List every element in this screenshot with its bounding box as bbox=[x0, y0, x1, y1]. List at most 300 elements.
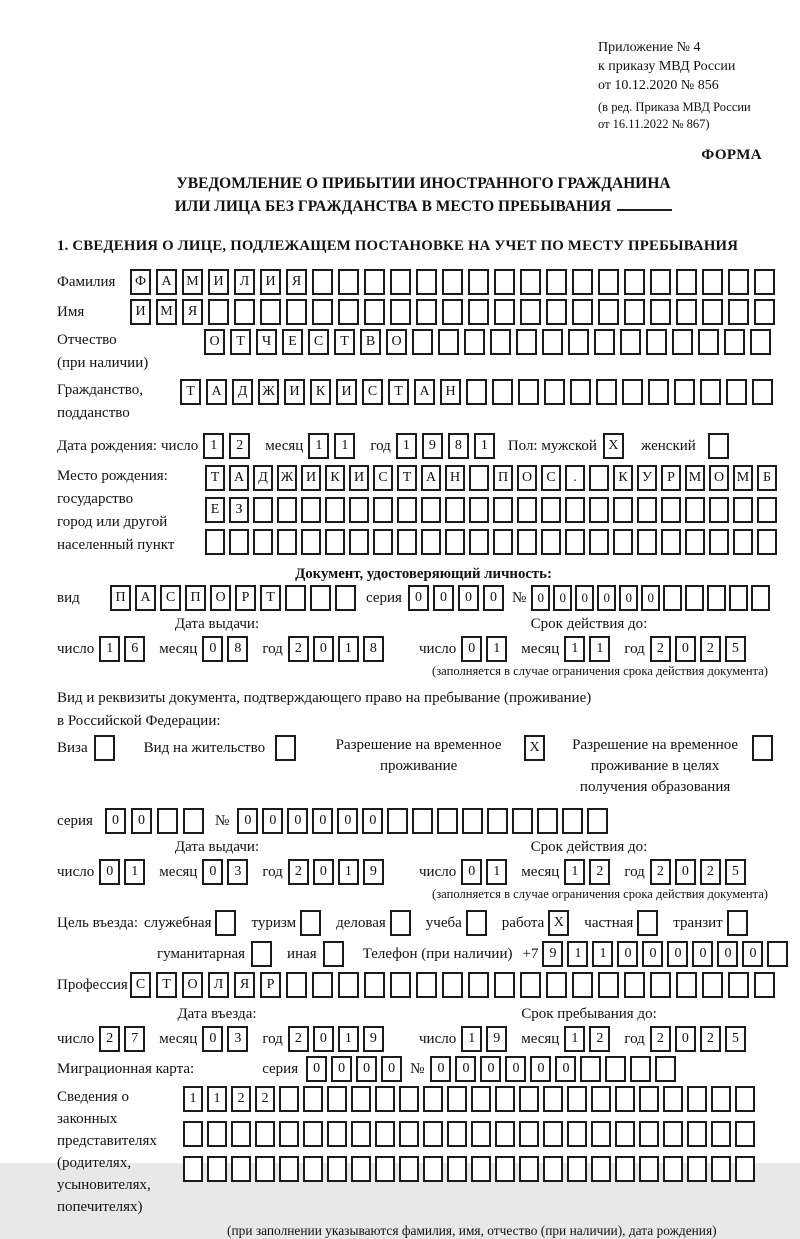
char-cell[interactable] bbox=[279, 1121, 299, 1147]
char-cell[interactable] bbox=[663, 1121, 683, 1147]
char-cell[interactable]: 0 bbox=[381, 1056, 402, 1082]
char-cell[interactable] bbox=[520, 972, 541, 998]
char-cell[interactable] bbox=[416, 972, 437, 998]
char-cell[interactable] bbox=[351, 1121, 371, 1147]
char-cell[interactable]: 0 bbox=[505, 1056, 526, 1082]
char-cell[interactable] bbox=[437, 808, 458, 834]
char-cell[interactable]: 0 bbox=[433, 585, 454, 611]
char-cell[interactable] bbox=[469, 465, 489, 491]
char-cell[interactable] bbox=[423, 1086, 443, 1112]
char-cell[interactable]: 7 bbox=[124, 1026, 145, 1052]
char-cell[interactable] bbox=[364, 269, 385, 295]
purpose-work-checkbox[interactable]: X bbox=[548, 910, 569, 936]
char-cell[interactable] bbox=[605, 1056, 626, 1082]
char-cell[interactable] bbox=[255, 1156, 275, 1182]
char-cell[interactable] bbox=[468, 299, 489, 325]
char-cell[interactable]: 2 bbox=[589, 859, 610, 885]
char-cell[interactable] bbox=[416, 299, 437, 325]
char-cell[interactable]: 2 bbox=[700, 636, 721, 662]
char-cell[interactable] bbox=[570, 379, 591, 405]
char-cell[interactable] bbox=[183, 1121, 203, 1147]
char-cell[interactable] bbox=[620, 329, 641, 355]
char-cell[interactable] bbox=[735, 1086, 755, 1112]
char-cell[interactable] bbox=[726, 379, 747, 405]
char-cell[interactable] bbox=[399, 1121, 419, 1147]
char-cell[interactable] bbox=[698, 329, 719, 355]
char-cell[interactable]: 0 bbox=[313, 1026, 334, 1052]
char-cell[interactable]: 0 bbox=[356, 1056, 377, 1082]
char-cell[interactable] bbox=[494, 269, 515, 295]
char-cell[interactable] bbox=[543, 1086, 563, 1112]
char-cell[interactable]: 2 bbox=[288, 636, 309, 662]
char-cell[interactable]: 0 bbox=[461, 859, 482, 885]
char-cell[interactable]: М bbox=[685, 465, 705, 491]
char-cell[interactable] bbox=[423, 1121, 443, 1147]
char-cell[interactable]: 1 bbox=[486, 859, 507, 885]
char-cell[interactable]: И bbox=[260, 269, 281, 295]
char-cell[interactable] bbox=[541, 497, 561, 523]
char-cell[interactable] bbox=[349, 529, 369, 555]
char-cell[interactable]: З bbox=[229, 497, 249, 523]
char-cell[interactable] bbox=[589, 465, 609, 491]
char-cell[interactable] bbox=[471, 1156, 491, 1182]
char-cell[interactable]: Р bbox=[260, 972, 281, 998]
char-cell[interactable] bbox=[751, 585, 770, 611]
char-cell[interactable] bbox=[687, 1156, 707, 1182]
char-cell[interactable]: 1 bbox=[564, 636, 585, 662]
char-cell[interactable] bbox=[312, 972, 333, 998]
char-cell[interactable]: 2 bbox=[650, 636, 671, 662]
char-cell[interactable]: А bbox=[229, 465, 249, 491]
char-cell[interactable] bbox=[286, 299, 307, 325]
char-cell[interactable]: Ф bbox=[130, 269, 151, 295]
char-cell[interactable]: 5 bbox=[725, 1026, 746, 1052]
char-cell[interactable] bbox=[674, 379, 695, 405]
char-cell[interactable] bbox=[707, 585, 726, 611]
char-cell[interactable]: 9 bbox=[486, 1026, 507, 1052]
char-cell[interactable]: 1 bbox=[396, 433, 417, 459]
char-cell[interactable]: 2 bbox=[650, 859, 671, 885]
char-cell[interactable] bbox=[421, 529, 441, 555]
char-cell[interactable] bbox=[375, 1121, 395, 1147]
char-cell[interactable]: 2 bbox=[700, 1026, 721, 1052]
char-cell[interactable] bbox=[327, 1156, 347, 1182]
char-cell[interactable] bbox=[546, 299, 567, 325]
char-cell[interactable]: Б bbox=[757, 465, 777, 491]
char-cell[interactable]: П bbox=[110, 585, 131, 611]
char-cell[interactable] bbox=[598, 299, 619, 325]
char-cell[interactable]: 0 bbox=[461, 636, 482, 662]
char-cell[interactable] bbox=[711, 1156, 731, 1182]
char-cell[interactable] bbox=[277, 529, 297, 555]
char-cell[interactable] bbox=[543, 1121, 563, 1147]
char-cell[interactable]: Т bbox=[397, 465, 417, 491]
char-cell[interactable]: Т bbox=[334, 329, 355, 355]
char-cell[interactable] bbox=[754, 972, 775, 998]
char-cell[interactable] bbox=[231, 1121, 251, 1147]
char-cell[interactable] bbox=[546, 972, 567, 998]
char-cell[interactable]: 0 bbox=[262, 808, 283, 834]
char-cell[interactable] bbox=[387, 808, 408, 834]
char-cell[interactable] bbox=[567, 1121, 587, 1147]
char-cell[interactable] bbox=[709, 497, 729, 523]
char-cell[interactable]: Л bbox=[234, 269, 255, 295]
char-cell[interactable]: 1 bbox=[461, 1026, 482, 1052]
char-cell[interactable] bbox=[303, 1121, 323, 1147]
char-cell[interactable]: 1 bbox=[564, 1026, 585, 1052]
char-cell[interactable] bbox=[663, 1156, 683, 1182]
char-cell[interactable]: 5 bbox=[725, 636, 746, 662]
char-cell[interactable] bbox=[494, 972, 515, 998]
char-cell[interactable]: 0 bbox=[742, 941, 763, 967]
char-cell[interactable] bbox=[442, 972, 463, 998]
char-cell[interactable]: 0 bbox=[553, 585, 572, 611]
purpose-humanitarian-checkbox[interactable] bbox=[251, 941, 272, 967]
char-cell[interactable] bbox=[445, 529, 465, 555]
char-cell[interactable] bbox=[672, 329, 693, 355]
char-cell[interactable] bbox=[624, 299, 645, 325]
char-cell[interactable]: 0 bbox=[667, 941, 688, 967]
char-cell[interactable] bbox=[301, 529, 321, 555]
char-cell[interactable] bbox=[487, 808, 508, 834]
char-cell[interactable]: П bbox=[185, 585, 206, 611]
char-cell[interactable] bbox=[442, 269, 463, 295]
char-cell[interactable]: 1 bbox=[99, 636, 120, 662]
char-cell[interactable]: 0 bbox=[455, 1056, 476, 1082]
char-cell[interactable] bbox=[544, 379, 565, 405]
char-cell[interactable] bbox=[676, 269, 697, 295]
char-cell[interactable] bbox=[423, 1156, 443, 1182]
char-cell[interactable]: В bbox=[360, 329, 381, 355]
char-cell[interactable] bbox=[639, 1086, 659, 1112]
char-cell[interactable] bbox=[286, 972, 307, 998]
char-cell[interactable]: Я bbox=[182, 299, 203, 325]
char-cell[interactable] bbox=[624, 269, 645, 295]
char-cell[interactable] bbox=[471, 1121, 491, 1147]
char-cell[interactable]: 2 bbox=[99, 1026, 120, 1052]
char-cell[interactable] bbox=[303, 1086, 323, 1112]
purpose-tourism-checkbox[interactable] bbox=[300, 910, 321, 936]
char-cell[interactable]: С bbox=[130, 972, 151, 998]
char-cell[interactable] bbox=[591, 1086, 611, 1112]
char-cell[interactable]: Р bbox=[235, 585, 256, 611]
char-cell[interactable] bbox=[471, 1086, 491, 1112]
char-cell[interactable] bbox=[338, 299, 359, 325]
char-cell[interactable]: Н bbox=[440, 379, 461, 405]
char-cell[interactable] bbox=[303, 1156, 323, 1182]
char-cell[interactable]: М bbox=[156, 299, 177, 325]
char-cell[interactable] bbox=[399, 1086, 419, 1112]
char-cell[interactable] bbox=[520, 299, 541, 325]
char-cell[interactable] bbox=[207, 1121, 227, 1147]
char-cell[interactable]: О bbox=[517, 465, 537, 491]
char-cell[interactable] bbox=[687, 1121, 707, 1147]
char-cell[interactable] bbox=[752, 379, 773, 405]
char-cell[interactable] bbox=[325, 497, 345, 523]
char-cell[interactable] bbox=[253, 529, 273, 555]
char-cell[interactable]: К bbox=[613, 465, 633, 491]
char-cell[interactable] bbox=[495, 1086, 515, 1112]
char-cell[interactable]: 2 bbox=[288, 1026, 309, 1052]
char-cell[interactable]: 0 bbox=[331, 1056, 352, 1082]
char-cell[interactable] bbox=[462, 808, 483, 834]
char-cell[interactable] bbox=[598, 972, 619, 998]
purpose-business-checkbox[interactable] bbox=[390, 910, 411, 936]
char-cell[interactable] bbox=[277, 497, 297, 523]
char-cell[interactable]: О bbox=[182, 972, 203, 998]
char-cell[interactable] bbox=[567, 1086, 587, 1112]
char-cell[interactable]: Н bbox=[445, 465, 465, 491]
char-cell[interactable]: 1 bbox=[207, 1086, 227, 1112]
char-cell[interactable]: 1 bbox=[338, 859, 359, 885]
char-cell[interactable] bbox=[493, 497, 513, 523]
char-cell[interactable]: 1 bbox=[474, 433, 495, 459]
char-cell[interactable]: О bbox=[210, 585, 231, 611]
char-cell[interactable] bbox=[338, 972, 359, 998]
char-cell[interactable] bbox=[285, 585, 306, 611]
char-cell[interactable]: 1 bbox=[564, 859, 585, 885]
char-cell[interactable]: 0 bbox=[675, 1026, 696, 1052]
char-cell[interactable] bbox=[650, 972, 671, 998]
char-cell[interactable]: О bbox=[204, 329, 225, 355]
char-cell[interactable] bbox=[702, 299, 723, 325]
char-cell[interactable]: 9 bbox=[542, 941, 563, 967]
char-cell[interactable] bbox=[516, 329, 537, 355]
char-cell[interactable] bbox=[338, 269, 359, 295]
char-cell[interactable] bbox=[754, 299, 775, 325]
char-cell[interactable] bbox=[421, 497, 441, 523]
char-cell[interactable] bbox=[650, 299, 671, 325]
char-cell[interactable] bbox=[546, 269, 567, 295]
char-cell[interactable] bbox=[676, 299, 697, 325]
purpose-private-checkbox[interactable] bbox=[637, 910, 658, 936]
char-cell[interactable] bbox=[700, 379, 721, 405]
char-cell[interactable] bbox=[447, 1121, 467, 1147]
char-cell[interactable] bbox=[676, 972, 697, 998]
char-cell[interactable]: Р bbox=[661, 465, 681, 491]
char-cell[interactable]: 6 bbox=[124, 636, 145, 662]
char-cell[interactable] bbox=[562, 808, 583, 834]
char-cell[interactable]: 0 bbox=[313, 859, 334, 885]
char-cell[interactable]: 0 bbox=[692, 941, 713, 967]
char-cell[interactable] bbox=[728, 299, 749, 325]
char-cell[interactable] bbox=[702, 269, 723, 295]
char-cell[interactable] bbox=[733, 497, 753, 523]
char-cell[interactable]: 0 bbox=[362, 808, 383, 834]
char-cell[interactable]: А bbox=[206, 379, 227, 405]
char-cell[interactable] bbox=[733, 529, 753, 555]
char-cell[interactable] bbox=[639, 1156, 659, 1182]
char-cell[interactable] bbox=[234, 299, 255, 325]
char-cell[interactable] bbox=[587, 808, 608, 834]
char-cell[interactable]: Е bbox=[282, 329, 303, 355]
char-cell[interactable]: 0 bbox=[717, 941, 738, 967]
char-cell[interactable]: Л bbox=[208, 972, 229, 998]
char-cell[interactable] bbox=[543, 1156, 563, 1182]
char-cell[interactable] bbox=[517, 529, 537, 555]
char-cell[interactable]: 0 bbox=[408, 585, 429, 611]
char-cell[interactable] bbox=[661, 529, 681, 555]
char-cell[interactable]: 0 bbox=[312, 808, 333, 834]
char-cell[interactable] bbox=[757, 497, 777, 523]
char-cell[interactable] bbox=[757, 529, 777, 555]
char-cell[interactable]: 0 bbox=[430, 1056, 451, 1082]
char-cell[interactable] bbox=[709, 529, 729, 555]
char-cell[interactable]: С bbox=[373, 465, 393, 491]
char-cell[interactable] bbox=[735, 1121, 755, 1147]
char-cell[interactable] bbox=[565, 497, 585, 523]
char-cell[interactable]: А bbox=[421, 465, 441, 491]
char-cell[interactable] bbox=[661, 497, 681, 523]
char-cell[interactable]: 2 bbox=[288, 859, 309, 885]
char-cell[interactable] bbox=[615, 1121, 635, 1147]
char-cell[interactable] bbox=[412, 808, 433, 834]
char-cell[interactable] bbox=[622, 379, 643, 405]
char-cell[interactable]: С bbox=[362, 379, 383, 405]
char-cell[interactable]: 2 bbox=[229, 433, 250, 459]
char-cell[interactable]: 2 bbox=[589, 1026, 610, 1052]
char-cell[interactable]: С bbox=[308, 329, 329, 355]
char-cell[interactable]: К bbox=[325, 465, 345, 491]
char-cell[interactable] bbox=[711, 1086, 731, 1112]
purpose-study-checkbox[interactable] bbox=[466, 910, 487, 936]
char-cell[interactable]: К bbox=[310, 379, 331, 405]
char-cell[interactable] bbox=[735, 1156, 755, 1182]
char-cell[interactable] bbox=[349, 497, 369, 523]
char-cell[interactable] bbox=[639, 1121, 659, 1147]
char-cell[interactable] bbox=[646, 329, 667, 355]
char-cell[interactable]: 9 bbox=[422, 433, 443, 459]
char-cell[interactable]: Т bbox=[205, 465, 225, 491]
char-cell[interactable] bbox=[390, 972, 411, 998]
char-cell[interactable]: 0 bbox=[99, 859, 120, 885]
char-cell[interactable]: 1 bbox=[338, 636, 359, 662]
char-cell[interactable] bbox=[729, 585, 748, 611]
char-cell[interactable]: И bbox=[336, 379, 357, 405]
char-cell[interactable] bbox=[335, 585, 356, 611]
char-cell[interactable]: У bbox=[637, 465, 657, 491]
char-cell[interactable]: 1 bbox=[183, 1086, 203, 1112]
char-cell[interactable] bbox=[279, 1156, 299, 1182]
char-cell[interactable] bbox=[468, 269, 489, 295]
char-cell[interactable]: И bbox=[301, 465, 321, 491]
char-cell[interactable] bbox=[445, 497, 465, 523]
char-cell[interactable] bbox=[567, 1156, 587, 1182]
char-cell[interactable] bbox=[312, 299, 333, 325]
char-cell[interactable]: А bbox=[156, 269, 177, 295]
char-cell[interactable] bbox=[572, 972, 593, 998]
char-cell[interactable] bbox=[364, 299, 385, 325]
char-cell[interactable] bbox=[466, 379, 487, 405]
char-cell[interactable] bbox=[493, 529, 513, 555]
char-cell[interactable] bbox=[685, 497, 705, 523]
char-cell[interactable]: Ч bbox=[256, 329, 277, 355]
char-cell[interactable] bbox=[231, 1156, 251, 1182]
char-cell[interactable] bbox=[568, 329, 589, 355]
char-cell[interactable]: 2 bbox=[231, 1086, 251, 1112]
char-cell[interactable] bbox=[580, 1056, 601, 1082]
char-cell[interactable]: Д bbox=[253, 465, 273, 491]
char-cell[interactable] bbox=[229, 529, 249, 555]
char-cell[interactable] bbox=[364, 972, 385, 998]
char-cell[interactable]: С bbox=[160, 585, 181, 611]
residence-permit-checkbox[interactable] bbox=[275, 735, 296, 761]
char-cell[interactable]: 0 bbox=[337, 808, 358, 834]
char-cell[interactable] bbox=[469, 497, 489, 523]
char-cell[interactable] bbox=[447, 1156, 467, 1182]
char-cell[interactable]: Т bbox=[180, 379, 201, 405]
char-cell[interactable]: 0 bbox=[619, 585, 638, 611]
char-cell[interactable] bbox=[650, 269, 671, 295]
char-cell[interactable] bbox=[663, 1086, 683, 1112]
char-cell[interactable] bbox=[565, 529, 585, 555]
char-cell[interactable]: 1 bbox=[589, 636, 610, 662]
char-cell[interactable]: 9 bbox=[363, 859, 384, 885]
char-cell[interactable] bbox=[327, 1086, 347, 1112]
char-cell[interactable]: 0 bbox=[131, 808, 152, 834]
char-cell[interactable] bbox=[519, 1121, 539, 1147]
char-cell[interactable]: Е bbox=[205, 497, 225, 523]
char-cell[interactable]: А bbox=[414, 379, 435, 405]
char-cell[interactable] bbox=[207, 1156, 227, 1182]
char-cell[interactable]: 1 bbox=[338, 1026, 359, 1052]
char-cell[interactable] bbox=[373, 529, 393, 555]
char-cell[interactable] bbox=[301, 497, 321, 523]
char-cell[interactable]: Т bbox=[260, 585, 281, 611]
char-cell[interactable]: С bbox=[541, 465, 561, 491]
char-cell[interactable] bbox=[596, 379, 617, 405]
temp-residence-education-checkbox[interactable] bbox=[752, 735, 773, 761]
temp-residence-checkbox[interactable]: X bbox=[524, 735, 545, 761]
char-cell[interactable]: М bbox=[733, 465, 753, 491]
char-cell[interactable] bbox=[655, 1056, 676, 1082]
char-cell[interactable]: Ж bbox=[277, 465, 297, 491]
char-cell[interactable] bbox=[630, 1056, 651, 1082]
char-cell[interactable] bbox=[399, 1156, 419, 1182]
char-cell[interactable] bbox=[260, 299, 281, 325]
char-cell[interactable] bbox=[312, 269, 333, 295]
char-cell[interactable] bbox=[438, 329, 459, 355]
visa-checkbox[interactable] bbox=[94, 735, 115, 761]
char-cell[interactable] bbox=[325, 529, 345, 555]
purpose-other-checkbox[interactable] bbox=[323, 941, 344, 967]
char-cell[interactable]: 3 bbox=[227, 1026, 248, 1052]
char-cell[interactable] bbox=[253, 497, 273, 523]
char-cell[interactable] bbox=[495, 1121, 515, 1147]
char-cell[interactable] bbox=[613, 497, 633, 523]
char-cell[interactable]: 0 bbox=[641, 585, 660, 611]
char-cell[interactable] bbox=[687, 1086, 707, 1112]
char-cell[interactable] bbox=[594, 329, 615, 355]
char-cell[interactable] bbox=[447, 1086, 467, 1112]
char-cell[interactable] bbox=[351, 1086, 371, 1112]
char-cell[interactable] bbox=[468, 972, 489, 998]
char-cell[interactable]: И bbox=[284, 379, 305, 405]
char-cell[interactable] bbox=[648, 379, 669, 405]
sex-female-checkbox[interactable] bbox=[708, 433, 729, 459]
char-cell[interactable] bbox=[517, 497, 537, 523]
char-cell[interactable] bbox=[541, 529, 561, 555]
purpose-transit-checkbox[interactable] bbox=[727, 910, 748, 936]
char-cell[interactable] bbox=[572, 269, 593, 295]
char-cell[interactable] bbox=[327, 1121, 347, 1147]
char-cell[interactable] bbox=[157, 808, 178, 834]
char-cell[interactable]: 1 bbox=[124, 859, 145, 885]
char-cell[interactable]: 1 bbox=[567, 941, 588, 967]
char-cell[interactable]: Т bbox=[156, 972, 177, 998]
char-cell[interactable] bbox=[598, 269, 619, 295]
char-cell[interactable]: И bbox=[349, 465, 369, 491]
